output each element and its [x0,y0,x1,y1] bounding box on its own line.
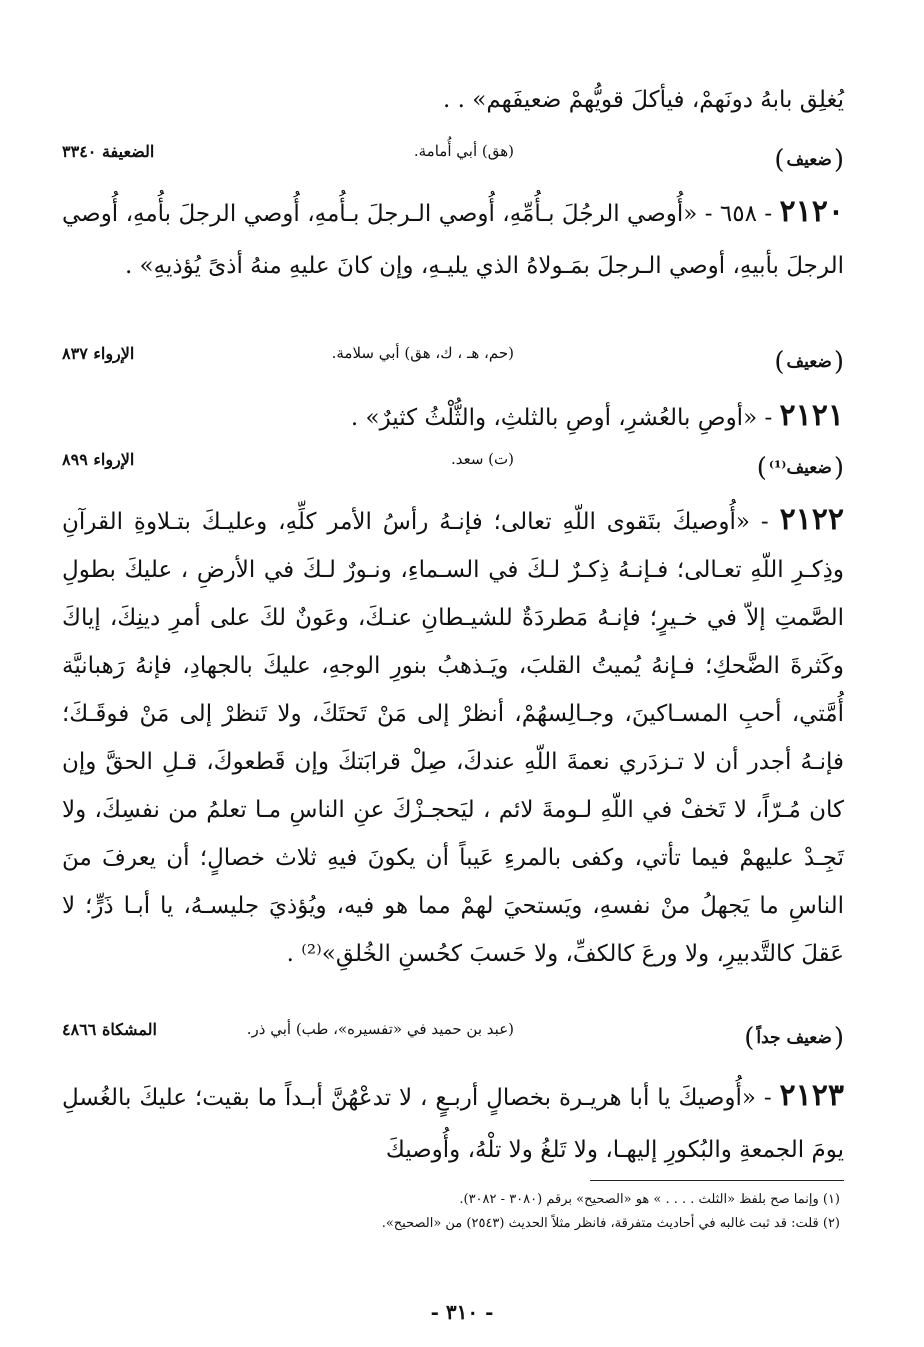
grading-row [62,1014,844,1048]
footnote-divider [590,1180,844,1181]
hadith-text: - «أُوصيكَ بتَقوى اللّهِ تعالى؛ فإنـهُ رأسُ الأمر كلِّهِ، وعليـكَ بتـلاوةِ القرآنِ وذِكـرِ اللّهِ تعـالى؛ فـإنـهُ ذِكـرٌ لـكَ في السـماءِ، ونـورٌ لـكَ في الأرضِ ، عليكَ بطولِ الصَّمتِ إلاّ في خـيرٍ؛ فإنـهُ مَطردَةٌ للشيـطانِ عنـكَ، وعَونٌ لكَ على أمرِ دينِكَ، إياكَ وكَثرةَ الضَّحكِ؛ فـإنهُ يُميتُ القلبَ، ويَـذهبُ بنورِ الوجهِ، عليكَ بالجهادِ، فإنهُ رَهبانيَّة أُمَّتي، أحبِ المسـاكينَ، وجـالِسهُمْ، أنظرْ إلى مَنْ تَحتَكَ، ولا تَنظرْ إلى مَنْ فوقَـكَ؛ فإنـهُ أجدر أن لا تـزدَري نعمةَ اللّهِ عندكَ، صِلْ قرابَتكَ وإن قَطعوكَ، قـلِ الحقَّ وإن كان مُـرّاً، لا تَخفْ في اللّهِ لـومةَ لائم ، ليَحجـزْكَ عنِ الناسِ مـا تعلمُ من نفسِكَ، ولا تَجِـدْ عليهمْ فيما تأتي، وكفى بالمرءِ عَيباً أن يكونَ فيهِ ثلاث خصالٍ؛ أن يعرفَ منَ الناسِ ما يَجهلُ منْ نفسهِ، ويَستحيَ لهمْ مما هو فيه، ويُؤذيَ جليسـهُ، يا أبـا ذَرٍّ؛ لا عَقلَ كالتَّدبيرِ، ولا ورعَ كالكفِّ، ولا حَسبَ كحُسنِ الخُلقِ»⁽²⁾ . [62,509,845,967]
grade-label: ( ضعيف جداً ) [744,1020,844,1050]
book-reference: المشكاة ٤٨٦٦ [62,1020,157,1039]
hadith-text: يُغلِق بابهُ دونَهمْ، فيأكلَ قويُّهمْ ضعيفَهم» . . [443,87,844,113]
hadith-number: ٢١٢١ [779,398,844,433]
hadith-text: - «أُوصيكَ يا أبا هريـرة بخصالٍ أربـعٍ ، لا تدعْهُنَّ أبـداً ما بقيت؛ عليكَ بالغُسلِ يومَ الجمعةِ والبُكورِ إليهـا، ولا تَلغُ ولا تلْهُ، وأُوصيكَ [62,1085,844,1163]
grading-row [62,338,844,372]
footnotes [62,1188,840,1236]
hadith-2123 [62,1070,844,1176]
source-text: (حم، هـ ، ك، هق) أبي سلامة. [331,344,514,362]
grading-row [62,136,844,170]
book-reference: الإرواء ٨٣٧ [62,344,135,363]
grade-label: ( ضعيف⁽¹⁾ ) [757,450,844,480]
source-text: (عبد بن حميد في «تفسيره»، طب) أبي ذر. [246,1020,514,1038]
book-reference: الإرواء ٨٩٩ [62,450,135,469]
hadith-2120 [62,186,844,292]
source-text: (ت) سعد. [450,450,514,468]
grade-label: ( ضعيف ) [774,142,844,172]
book-reference: الضعيفة ٣٣٤٠ [62,142,155,161]
hadith-number: ٢١٢٣ [779,1078,844,1113]
page-number: - ٣١٠ - [430,1300,494,1324]
footnote-2: (٢) قلت: قد ثبت غالبه في أحاديث متفرقة، فانظر مثلاً الحديث (٢٥٤٣) من «الصحيح». [381,1216,840,1231]
source-text: (هق) أبي أُمامة. [413,142,514,160]
footnote-1: (١) وإنما صح بلفظ «الثلث . . . . » هو «الصحيح» برقم (٣٠٨٠ - ٣٠٨٢). [459,1192,840,1207]
grade-label: ( ضعيف ) [774,344,844,374]
hadith-text: - ٦٥٨ - «أُوصي الرجُلَ بـأُمِّهِ، أُوصي الـرجلَ بـأُمهِ، أُوصي الرجلَ بأُمهِ، أُوصي الرجلَ بأبيهِ، أوصي الـرجلَ بمَـولاهُ الذي يليـهِ، وإن كانَ عليهِ منهُ أذىً يُؤذيهِ» . [62,201,844,279]
hadith-2122 [62,496,844,978]
hadith-text: - «أوصِ بالعُشرِ، أوصِ بالثلثِ، والثُّلْثُ كثيرٌ» . [350,405,773,431]
grading-row [62,444,844,478]
hadith-number: ٢١٢٠ [779,194,844,229]
hadith-continuation [62,74,844,126]
hadith-number: ٢١٢٢ [779,502,845,537]
hadith-2121 [62,390,844,444]
